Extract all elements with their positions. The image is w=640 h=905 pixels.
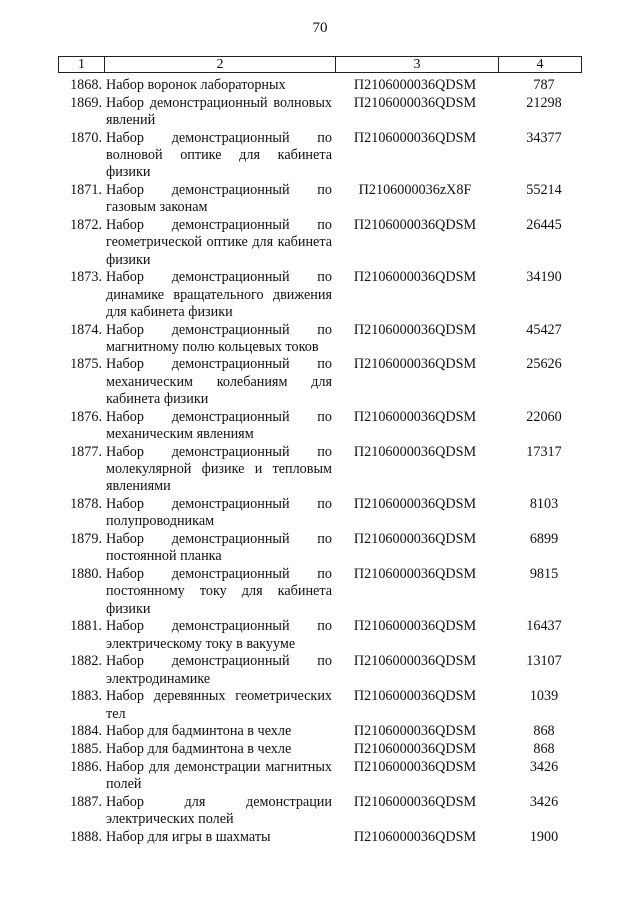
row-number: 1876. bbox=[70, 408, 102, 425]
item-code: П2106000036QDSM bbox=[353, 408, 477, 425]
item-quantity: 1039 bbox=[529, 688, 559, 705]
item-name: Набор демонстрационный по электродинамике bbox=[106, 653, 332, 687]
table-row bbox=[58, 653, 582, 688]
header-col-1: 1 bbox=[59, 57, 105, 72]
table-row bbox=[58, 409, 582, 444]
item-name: Набор демонстрационный по постоянному току для кабинета физики bbox=[106, 566, 332, 617]
row-number: 1884. bbox=[70, 723, 102, 740]
row-number: 1875. bbox=[70, 356, 102, 373]
item-code: П2106000036QDSM bbox=[353, 653, 477, 670]
table-row bbox=[58, 829, 582, 846]
table-row bbox=[58, 618, 582, 653]
row-number: 1870. bbox=[70, 129, 102, 146]
table-row bbox=[58, 688, 582, 723]
item-name: Набор демонстрационный по постоянной планка bbox=[106, 531, 332, 565]
item-quantity: 17317 bbox=[526, 443, 562, 460]
item-quantity: 21298 bbox=[526, 94, 562, 111]
item-code: П2106000036QDSM bbox=[353, 356, 477, 373]
item-code: П2106000036QDSM bbox=[353, 94, 477, 111]
row-number: 1887. bbox=[70, 793, 102, 810]
item-quantity: 13107 bbox=[526, 653, 562, 670]
row-number: 1885. bbox=[70, 740, 102, 757]
header-col-4: 4 bbox=[536, 57, 544, 72]
table-header bbox=[58, 56, 582, 73]
row-number: 1880. bbox=[70, 566, 102, 582]
item-code: П2106000036QDSM bbox=[353, 216, 477, 233]
table-body bbox=[58, 77, 582, 846]
row-number: 1883. bbox=[70, 688, 102, 705]
row-number: 1872. bbox=[70, 216, 102, 233]
row-number: 1886. bbox=[70, 758, 102, 775]
table-row bbox=[58, 531, 582, 566]
item-name: Набор деревянных геометрических тел bbox=[106, 688, 332, 722]
item-name: Набор для игры в шахматы bbox=[106, 828, 271, 845]
item-quantity: 26445 bbox=[526, 216, 562, 233]
item-name: Набор для бадминтона в чехле bbox=[106, 723, 292, 740]
item-quantity: 25626 bbox=[526, 356, 562, 373]
item-quantity: 22060 bbox=[526, 408, 562, 425]
item-name: Набор демонстрационный по полупроводникам bbox=[106, 496, 332, 530]
item-name: Набор демонстрационный по динамике вращательного движения для кабинета физики bbox=[106, 269, 332, 320]
item-quantity: 868 bbox=[533, 723, 555, 740]
item-code: П2106000036QDSM bbox=[353, 723, 477, 740]
item-code: П2106000036zX8F bbox=[358, 181, 472, 198]
table-row bbox=[58, 759, 582, 794]
item-quantity: 1900 bbox=[529, 828, 559, 845]
item-name: Набор демонстрационный по механическим явлениям bbox=[106, 408, 332, 443]
item-name: Набор демонстрационный по геометрической оптике для кабинета физики bbox=[106, 216, 332, 268]
item-quantity: 3426 bbox=[529, 793, 559, 810]
row-number: 1869. bbox=[70, 94, 102, 111]
item-name: Набор для демонстрации магнитных полей bbox=[106, 758, 332, 792]
item-quantity: 8103 bbox=[529, 496, 559, 513]
table-row bbox=[58, 444, 582, 496]
table-row bbox=[58, 322, 582, 357]
item-name: Набор демонстрационный по газовым законам bbox=[106, 181, 332, 216]
item-name: Набор демонстрационный по молекулярной физике и тепловым явлениями bbox=[106, 443, 332, 495]
row-number: 1879. bbox=[70, 531, 102, 548]
table-row bbox=[58, 269, 582, 321]
table-row bbox=[58, 77, 582, 94]
item-code: П2106000036QDSM bbox=[353, 618, 477, 635]
item-code: П2106000036QDSM bbox=[353, 688, 477, 705]
item-code: П2106000036QDSM bbox=[353, 793, 477, 810]
header-col-2: 2 bbox=[105, 57, 336, 72]
item-quantity: 3426 bbox=[529, 758, 559, 775]
item-code: П2106000036QDSM bbox=[353, 740, 477, 757]
item-code: П2106000036QDSM bbox=[353, 269, 477, 286]
item-code: П2106000036QDSM bbox=[353, 828, 477, 845]
item-name: Набор демонстрационный по магнитному полю кольцевых токов bbox=[106, 321, 332, 355]
row-number: 1877. bbox=[70, 443, 102, 460]
row-number: 1881. bbox=[70, 618, 102, 635]
table-row bbox=[58, 723, 582, 740]
item-code: П2106000036QDSM bbox=[353, 129, 477, 146]
item-name: Набор для демонстрации электрических полей bbox=[106, 793, 332, 827]
item-quantity: 34377 bbox=[526, 129, 562, 146]
table-row bbox=[58, 217, 582, 269]
table-row bbox=[58, 794, 582, 829]
row-number: 1871. bbox=[70, 181, 102, 198]
row-number: 1868. bbox=[70, 77, 102, 93]
table-row bbox=[58, 95, 582, 130]
item-quantity: 868 bbox=[533, 740, 555, 757]
header-col-3: 3 bbox=[336, 57, 499, 72]
table-row bbox=[58, 566, 582, 618]
item-name: Набор воронок лабораторных bbox=[106, 77, 286, 93]
item-code: П2106000036QDSM bbox=[353, 321, 477, 338]
row-number: 1882. bbox=[70, 653, 102, 670]
table-row bbox=[58, 182, 582, 217]
table-row bbox=[58, 741, 582, 758]
item-code: П2106000036QDSM bbox=[353, 496, 477, 513]
row-number: 1874. bbox=[70, 321, 102, 338]
item-code: П2106000036QDSM bbox=[353, 77, 477, 93]
item-quantity: 55214 bbox=[526, 181, 562, 198]
table-row bbox=[58, 356, 582, 408]
row-number: 1873. bbox=[70, 269, 102, 286]
item-code: П2106000036QDSM bbox=[353, 758, 477, 775]
item-quantity: 34190 bbox=[526, 269, 562, 286]
item-quantity: 787 bbox=[533, 77, 555, 93]
item-code: П2106000036QDSM bbox=[353, 531, 477, 548]
item-name: Набор демонстрационный по механическим колебаниям для кабинета физики bbox=[106, 356, 332, 408]
item-quantity: 9815 bbox=[529, 566, 559, 582]
page-number: 70 bbox=[312, 20, 328, 36]
row-number: 1878. bbox=[70, 496, 102, 513]
table-row bbox=[58, 130, 582, 182]
item-quantity: 45427 bbox=[526, 321, 562, 338]
item-quantity: 16437 bbox=[526, 618, 562, 635]
item-name: Набор демонстрационный по волновой оптике для кабинета физики bbox=[106, 129, 332, 181]
row-number: 1888. bbox=[70, 828, 102, 845]
item-code: П2106000036QDSM bbox=[353, 443, 477, 460]
item-code: П2106000036QDSM bbox=[353, 566, 477, 582]
table-row bbox=[58, 496, 582, 531]
item-name: Набор демонстрационный по электрическому току в вакууме bbox=[106, 618, 332, 652]
item-name: Набор демонстрационный волновых явлений bbox=[106, 94, 332, 128]
item-name: Набор для бадминтона в чехле bbox=[106, 740, 292, 757]
item-quantity: 6899 bbox=[529, 531, 559, 548]
